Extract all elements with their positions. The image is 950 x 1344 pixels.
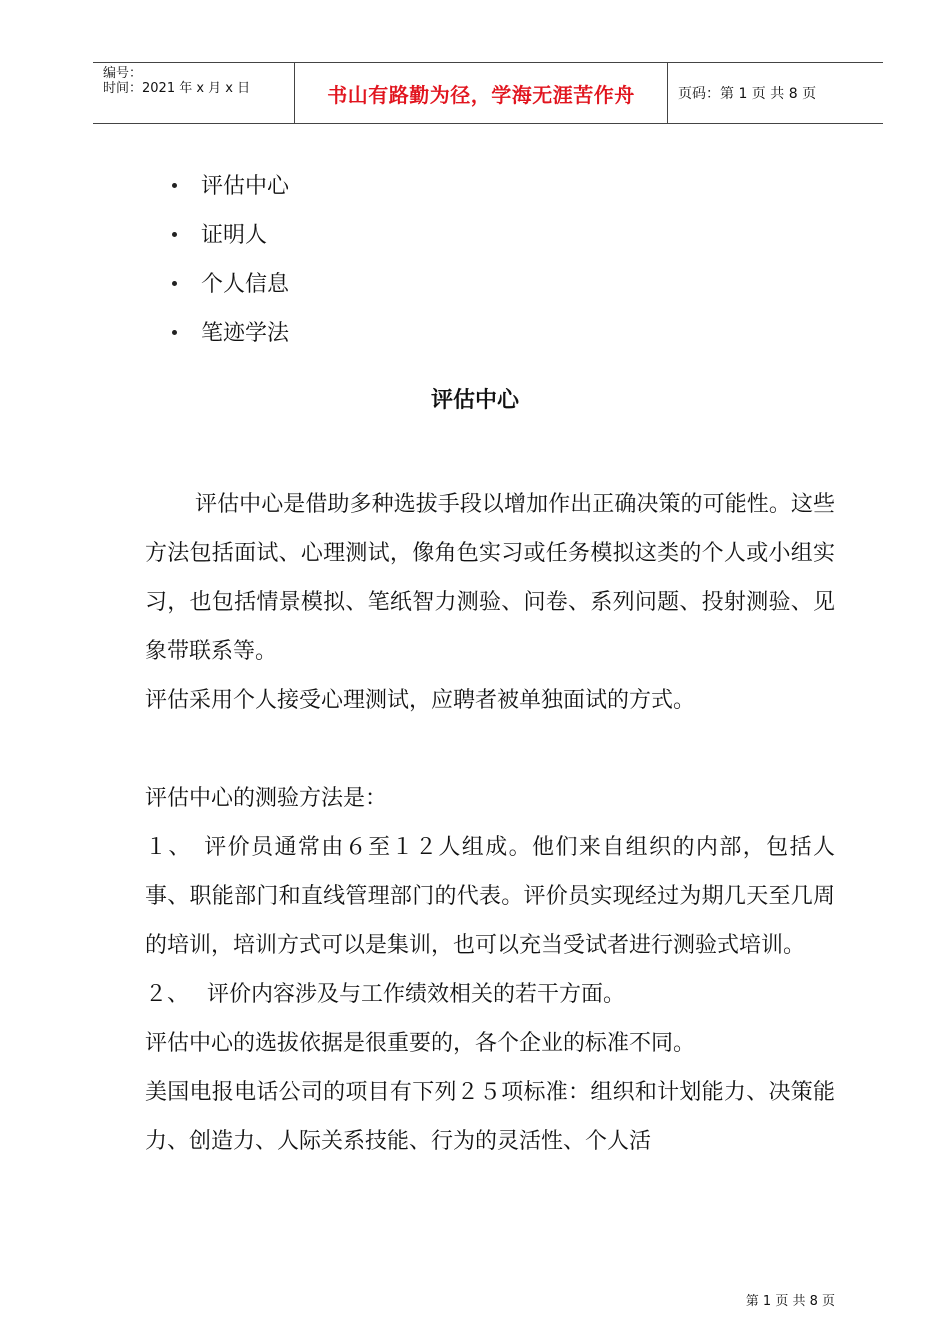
topic-list-item (172, 209, 289, 258)
bullet-icon (172, 281, 177, 286)
serial-label: 编号： (103, 66, 143, 81)
page-footer: 第 1 页 共 8 页 (745, 1294, 835, 1309)
time-label: 时间：2021 年 x 月 x 日 (103, 81, 251, 96)
page-header (93, 62, 883, 124)
paragraph-att-standards: 美国电报电话公司的项目有下列２５项标准：组织和计划能力、决策能力、创造力、人际关系技能、行为的灵活性、个人活 (145, 1080, 835, 1154)
header-meta (93, 63, 295, 123)
topic-label: 评估中心 (201, 174, 290, 199)
section-title: 评估中心 (430, 388, 519, 413)
topic-list-item (172, 258, 289, 307)
paragraph-item-2: ２、 评价内容涉及与工作绩效相关的若干方面。 (145, 982, 625, 1007)
topic-label: 证明人 (201, 223, 268, 248)
paragraph-method: 评估采用个人接受心理测试，应聘者被单独面试的方式。 (145, 688, 696, 713)
paragraph-spacer (145, 725, 835, 774)
paragraph-intro: 评估中心是借助多种选拔手段以增加作出正确决策的可能性。这些方法包括面试、心理测试，像角色实习或任务模拟这类的个人或小组实习，也包括情景模拟、笔纸智力测验、问卷、系列问题、投射测验、见象带联系等。 (145, 492, 835, 664)
topic-label: 个人信息 (201, 272, 290, 297)
header-motto: 书山有路勤为径，学海无涯苦作舟 (295, 63, 668, 123)
paragraph-item-1: １、 评价员通常由６至１２人组成。他们来自组织的内部，包括人事、职能部门和直线管理部门的代表。评价员实现经过为期几天至几周的培训，培训方式可以是集训，也可以充当受试者进行测验式培训。 (145, 835, 835, 958)
paragraph-test-methods: 评估中心的测验方法是： (145, 786, 388, 811)
header-page-number: 页码：第 1 页 共 8 页 (678, 86, 817, 102)
document-body (145, 480, 835, 1166)
topic-list-item (172, 160, 289, 209)
paragraph-criteria: 评估中心的选拔依据是很重要的，各个企业的标准不同。 (145, 1031, 696, 1056)
bullet-icon (172, 232, 177, 237)
topic-label: 笔迹学法 (201, 321, 290, 346)
topic-list (172, 160, 289, 356)
bullet-icon (172, 183, 177, 188)
topic-list-item (172, 307, 289, 356)
bullet-icon (172, 330, 177, 335)
